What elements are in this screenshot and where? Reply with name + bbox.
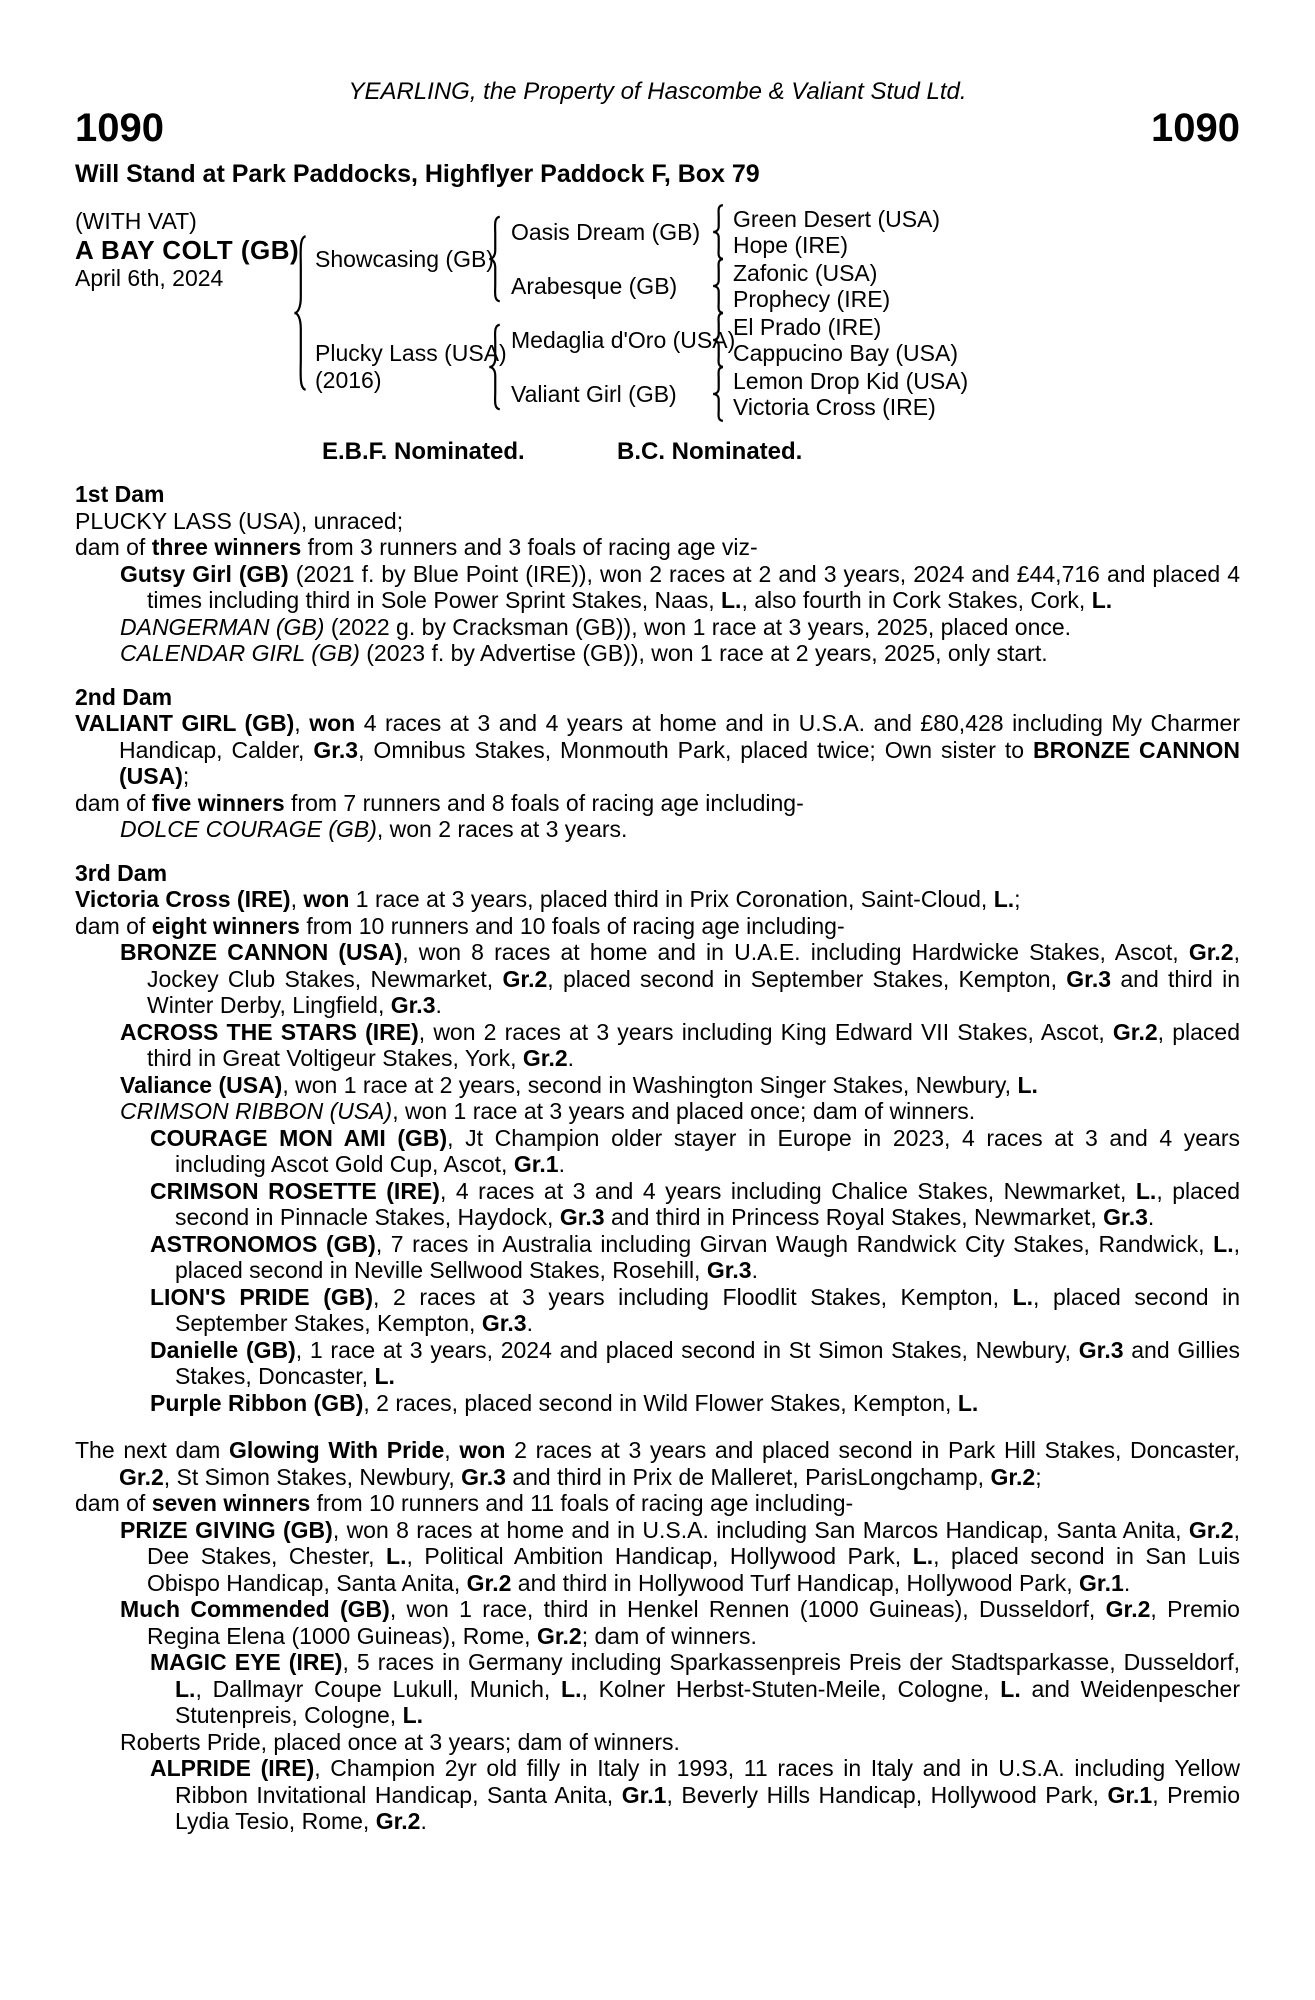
text-run: , won 2 races at 3 years. (376, 816, 628, 842)
catalogue-paragraph (75, 1596, 1240, 1649)
text-run: L. (1012, 1283, 1034, 1310)
text-run: L. (561, 1675, 582, 1702)
gg-dam-sire-sire: El Prado (IRE) (733, 314, 882, 340)
text-run: won (309, 710, 356, 736)
text-run: L. (402, 1702, 424, 1728)
catalogue-paragraph (75, 1072, 1240, 1099)
text-run: , Political Ambition Handicap, Hollywood Park, (406, 1543, 913, 1569)
brace-gg1 (711, 204, 725, 260)
text-run: LION'S PRIDE (GB) (150, 1283, 374, 1310)
text-run: (2023 f. by Advertise (GB)), won 1 race at 2 years, 2025, only start. (359, 640, 1048, 666)
text-run: . (420, 1808, 427, 1834)
sire-sire-name: Oasis Dream (GB) (511, 219, 701, 245)
text-run: and Gillies Stakes, Doncaster, (175, 1336, 1240, 1389)
text-run: , 2 races, placed second in Wild Flower Stakes, Kempton, (363, 1389, 958, 1416)
catalogue-paragraph (75, 710, 1240, 790)
text-run: , placed second in Neville Sellwood Stakes, Rosehill, (175, 1230, 1240, 1283)
vat-note: (WITH VAT) (75, 208, 197, 234)
text-run: L. (374, 1363, 395, 1389)
catalogue-paragraph (75, 1337, 1240, 1390)
brace-gg3 (711, 312, 725, 368)
text-run: dam of (75, 789, 152, 816)
text-run: BRONZE CANNON (USA) (120, 939, 403, 965)
dam-name (315, 340, 507, 393)
catalogue-paragraph (75, 561, 1240, 614)
text-run: , also fourth in Cork Stakes, Cork, (741, 587, 1092, 613)
text-run: DOLCE COURAGE (GB) (120, 816, 377, 842)
text-run: ASTRONOMOS (GB) (150, 1230, 376, 1257)
text-run: from 3 runners and 3 foals of racing age viz- (301, 534, 758, 560)
dam-dam-name: Valiant Girl (GB) (511, 381, 677, 407)
text-run: . (1147, 1204, 1155, 1230)
text-run: ; (1014, 886, 1021, 912)
text-run: and third in Hollywood Turf Handicap, Hollywood Park, (511, 1569, 1080, 1596)
text-run: ALPRIDE (IRE) (150, 1755, 315, 1781)
text-run: , Omnibus Stakes, Monmouth Park, placed twice; Own sister to (358, 736, 1033, 763)
text-run: , 4 races at 3 and 4 years including Chalice Stakes, Newmarket, (439, 1177, 1136, 1204)
catalogue-paragraph (75, 1437, 1240, 1490)
text-run: , won 1 race at 2 years, second in Washington Singer Stakes, Newbury, (282, 1071, 1018, 1098)
text-run: Gr.2 (990, 1463, 1036, 1490)
brace-sire (487, 215, 502, 303)
text-run: Gr.2 (522, 1045, 568, 1071)
gg-sire-sire-sire: Green Desert (USA) (733, 206, 941, 232)
text-run: CRIMSON RIBBON (USA) (120, 1098, 393, 1124)
text-run: three winners (151, 534, 302, 560)
colt-info (75, 208, 299, 292)
brace-dam (487, 323, 502, 411)
lot-number-right: 1090 (1151, 106, 1240, 150)
text-run: L. (993, 886, 1015, 912)
catalogue-paragraph (75, 1098, 1240, 1125)
catalogue-paragraph (75, 1390, 1240, 1417)
catalogue-paragraph (75, 790, 1240, 817)
text-run: , (290, 886, 304, 912)
section-heading: 2nd Dam (75, 683, 173, 710)
lot-number-left: 1090 (75, 106, 164, 150)
text-run: , placed second in September Stakes, Kempton, (175, 1283, 1241, 1336)
text-run: Roberts Pride, placed once at 3 years; dam of winners. (120, 1728, 680, 1755)
text-run: from 7 runners and 8 foals of racing age including- (284, 789, 804, 816)
text-run: L. (1000, 1675, 1021, 1702)
text-run: Gr.3 (559, 1204, 605, 1230)
text-run: won (459, 1437, 506, 1463)
text-run: L. (386, 1543, 407, 1569)
catalogue-paragraph (75, 1649, 1240, 1729)
text-run: five winners (151, 789, 285, 816)
text-run: , won 1 race, third in Henkel Rennen (1000 Guineas), Dusseldorf, (389, 1596, 1106, 1622)
catalogue-paragraph (75, 640, 1240, 667)
text-run: Gr.1 (1079, 1569, 1124, 1596)
text-run: , St Simon Stakes, Newbury, (163, 1463, 462, 1490)
text-run: CRIMSON ROSETTE (IRE) (150, 1177, 440, 1204)
text-run: , Jt Champion older stayer in Europe in 2023, 4 races at 3 and 4 years including Ascot Gold Cup, Ascot, (175, 1124, 1241, 1177)
catalogue-paragraph (75, 1125, 1240, 1178)
text-run: Gr.1 (513, 1151, 559, 1177)
text-run: Gr.2 (1105, 1596, 1151, 1622)
text-run: Gr.3 (706, 1257, 752, 1283)
text-run: Victoria Cross (IRE) (75, 886, 291, 912)
text-run: from 10 runners and 10 foals of racing age including- (299, 912, 845, 939)
text-run: DANGERMAN (GB) (120, 613, 325, 640)
text-run: Much Commended (GB) (120, 1596, 390, 1622)
text-run: L. (175, 1675, 196, 1702)
text-run: , won 2 races at 3 years including King Edward VII Stakes, Ascot, (418, 1018, 1113, 1045)
text-run: Danielle (GB) (150, 1336, 296, 1363)
text-run: L. (1091, 587, 1113, 613)
text-run: , Dee Stakes, Chester, (147, 1516, 1240, 1569)
catalogue-paragraph (75, 939, 1240, 1019)
text-run: Gr.2 (1188, 1516, 1234, 1543)
text-run: , placed third in Great Voltigeur Stakes, York, (147, 1018, 1240, 1071)
catalogue-paragraph (75, 1178, 1240, 1231)
dam-name-line: Plucky Lass (USA) (315, 340, 507, 366)
text-run: , won 8 races at home and in U.A.E. including Hardwicke Stakes, Ascot, (402, 939, 1189, 965)
text-run: 1 race at 3 years, placed third in Prix Coronation, Saint-Cloud, (349, 886, 994, 912)
text-run: BRONZE CANNON (USA) (119, 736, 1240, 789)
text-run: , 2 races at 3 years including Floodlit Stakes, Kempton, (373, 1283, 1013, 1310)
text-run: , Premio Lydia Tesio, Rome, (175, 1781, 1240, 1834)
text-run: (2021 f. by Blue Point (IRE)), won 2 races at 2 and 3 years, 2024 and £44,716 and placed 4 times including third in Sole Power Sprint Stakes, Naas, (147, 560, 1240, 613)
catalogue-paragraph (75, 1019, 1240, 1072)
text-run: Gr.3 (461, 1463, 506, 1490)
text-run: (2022 g. by Cracksman (GB)), won 1 race at 3 years, 2025, placed once. (324, 613, 1072, 640)
text-run: dam of (75, 1490, 152, 1516)
text-run: Gr.2 (1188, 939, 1234, 965)
text-run: Gr.2 (1112, 1018, 1158, 1045)
text-run: ; (182, 763, 190, 789)
text-run: Gr.3 (481, 1310, 527, 1336)
gg-dam-dam-dam: Victoria Cross (IRE) (733, 394, 936, 420)
text-run: , (294, 710, 310, 736)
catalogue-paragraph (75, 913, 1240, 940)
brace-gg2 (711, 258, 725, 314)
catalogue-paragraph (75, 886, 1240, 913)
text-run: L. (1017, 1071, 1038, 1098)
catalogue-paragraph (75, 1231, 1240, 1284)
pedigree-tree (75, 196, 1240, 428)
text-run: and third in Prix de Malleret, ParisLongchamp, (505, 1463, 991, 1490)
section-heading: 3rd Dam (75, 859, 168, 886)
catalogue-paragraph (75, 508, 1240, 535)
text-run: Gr.1 (1107, 1781, 1153, 1808)
catalogue-paragraph (75, 534, 1240, 561)
text-run: , 1 race at 3 years, 2024 and placed second in St Simon Stakes, Newbury, (295, 1336, 1079, 1363)
dam-year: (2016) (315, 366, 382, 393)
text-run: , Kolner Herbst-Stuten-Meile, Cologne, (581, 1675, 1001, 1702)
nominations-row (75, 438, 1240, 465)
dam-sire-name: Medaglia d'Oro (USA) (511, 327, 736, 353)
text-run: , Beverly Hills Handicap, Hollywood Park, (666, 1781, 1108, 1808)
text-run: and Weidenpescher Stutenpreis, Cologne, (175, 1675, 1240, 1728)
catalogue-paragraph (75, 614, 1240, 641)
text-run: MAGIC EYE (IRE) (150, 1649, 343, 1675)
text-run: seven winners (151, 1490, 311, 1516)
lot-row (75, 106, 1240, 150)
text-run: ; dam of winners. (581, 1622, 757, 1649)
text-run: ACROSS THE STARS (IRE) (120, 1018, 419, 1045)
property-line: YEARLING, the Property of Hascombe & Valiant Stud Ltd. (348, 78, 967, 105)
text-run: and third in Princess Royal Stakes, Newmarket, (604, 1204, 1104, 1230)
text-run: won (303, 886, 350, 912)
foal-date: April 6th, 2024 (75, 265, 224, 291)
catalogue-body (75, 481, 1240, 1835)
text-run: , 5 races in Germany including Sparkassenpreis Preis der Stadtsparkasse, Dusseldorf, (342, 1649, 1240, 1675)
text-run: CALENDAR GIRL (GB) (120, 640, 360, 666)
text-run: Gr.3 (1078, 1336, 1124, 1363)
text-run: PLUCKY LASS (USA), unraced; (75, 507, 404, 534)
ebf-nomination: E.B.F. Nominated. (322, 438, 525, 465)
text-run: . (751, 1257, 758, 1283)
gg-sire-dam-dam: Prophecy (IRE) (733, 286, 891, 312)
catalogue-paragraph (75, 1490, 1240, 1517)
text-run: Valiance (USA) (120, 1071, 283, 1098)
text-run: from 10 runners and 11 foals of racing age including- (310, 1490, 854, 1516)
brace-gen1 (292, 233, 308, 393)
gg-sire-sire-dam: Hope (IRE) (733, 232, 849, 258)
text-run: , 7 races in Australia including Girvan Waugh Randwick City Stakes, Randwick, (375, 1230, 1214, 1257)
text-run: dam of (75, 912, 152, 939)
text-run: ; (1035, 1463, 1042, 1490)
text-run: . (1123, 1569, 1131, 1596)
text-run: L. (1135, 1177, 1157, 1204)
text-run: Gutsy Girl (GB) (120, 560, 289, 587)
text-run: Gr.2 (502, 965, 548, 992)
catalogue-paragraph (75, 1284, 1240, 1337)
colt-name: A BAY COLT (GB) (75, 235, 300, 265)
text-run: , placed second in Pinnacle Stakes, Haydock, (175, 1177, 1241, 1230)
catalogue-paragraph (75, 1517, 1240, 1597)
text-run: . (526, 1310, 533, 1336)
text-run: . (435, 992, 442, 1018)
text-run: PRIZE GIVING (GB) (120, 1516, 333, 1543)
text-run: Glowing With Pride (229, 1437, 445, 1463)
gg-sire-dam-sire: Zafonic (USA) (733, 260, 878, 286)
bc-nomination: B.C. Nominated. (617, 438, 803, 465)
text-run: , Dallmayr Coupe Lukull, Munich, (195, 1675, 562, 1702)
text-run: Gr.1 (621, 1781, 667, 1808)
brace-gg4 (711, 366, 725, 422)
text-run: L. (1213, 1230, 1234, 1257)
text-run: Gr.3 (1103, 1204, 1148, 1230)
catalogue-paragraph (75, 1755, 1240, 1835)
text-run: Gr.3 (390, 992, 436, 1018)
gg-dam-sire-dam: Cappucino Bay (USA) (733, 340, 958, 366)
text-run: Gr.2 (119, 1463, 164, 1490)
catalogue-paragraph (75, 1729, 1240, 1756)
text-run: dam of (75, 534, 152, 560)
text-run: 4 races at 3 and 4 years at home and in U.S.A. and £80,428 including My Charmer Handicap, Calder, (119, 710, 1240, 763)
text-run: , Jockey Club Stakes, Newmarket, (147, 939, 1240, 992)
section-heading: 1st Dam (75, 481, 165, 507)
text-run: eight winners (151, 912, 300, 939)
text-run: , won 8 races at home and in U.S.A. including San Marcos Handicap, Santa Anita, (332, 1516, 1189, 1543)
text-run: , Premio Regina Elena (1000 Guineas), Rome, (147, 1596, 1240, 1649)
text-run: , (444, 1437, 460, 1463)
text-run: VALIANT GIRL (GB) (75, 710, 295, 736)
text-run: , placed second in September Stakes, Kempton, (547, 965, 1067, 992)
text-run: . (567, 1045, 575, 1071)
sire-dam-name: Arabesque (GB) (511, 273, 678, 299)
catalogue-paragraph (75, 816, 1240, 843)
text-run: , Champion 2yr old filly in Italy in 1993, 11 races in Italy and in U.S.A. including Yellow Ribbon Invitational Handicap, Santa Anita, (175, 1755, 1240, 1808)
gg-dam-dam-sire: Lemon Drop Kid (USA) (733, 368, 969, 394)
text-run: , placed second in San Luis Obispo Handicap, Santa Anita, (147, 1543, 1240, 1596)
text-run: and third in Winter Derby, Lingfield, (147, 965, 1240, 1018)
text-run: 2 races at 3 years and placed second in Park Hill Stakes, Doncaster, (505, 1437, 1240, 1463)
text-run: L. (721, 587, 742, 613)
text-run: , won 1 race at 3 years and placed once; dam of winners. (392, 1098, 976, 1124)
text-run: Purple Ribbon (GB) (150, 1389, 364, 1416)
text-run: COURAGE MON AMI (GB) (150, 1124, 448, 1151)
stand-location-line: Will Stand at Park Paddocks, Highflyer Paddock F, Box 79 (75, 160, 760, 188)
text-run: The next dam (75, 1437, 229, 1463)
text-run: L. (957, 1389, 979, 1416)
text-run: Gr.3 (313, 736, 359, 763)
text-run: Gr.2 (536, 1622, 582, 1649)
text-run: Gr.2 (466, 1569, 512, 1596)
text-run: L. (912, 1543, 934, 1569)
text-run: Gr.3 (1066, 965, 1112, 992)
sire-name: Showcasing (GB) (315, 246, 494, 272)
text-run: . (558, 1151, 565, 1177)
text-run: Gr.2 (375, 1808, 421, 1834)
